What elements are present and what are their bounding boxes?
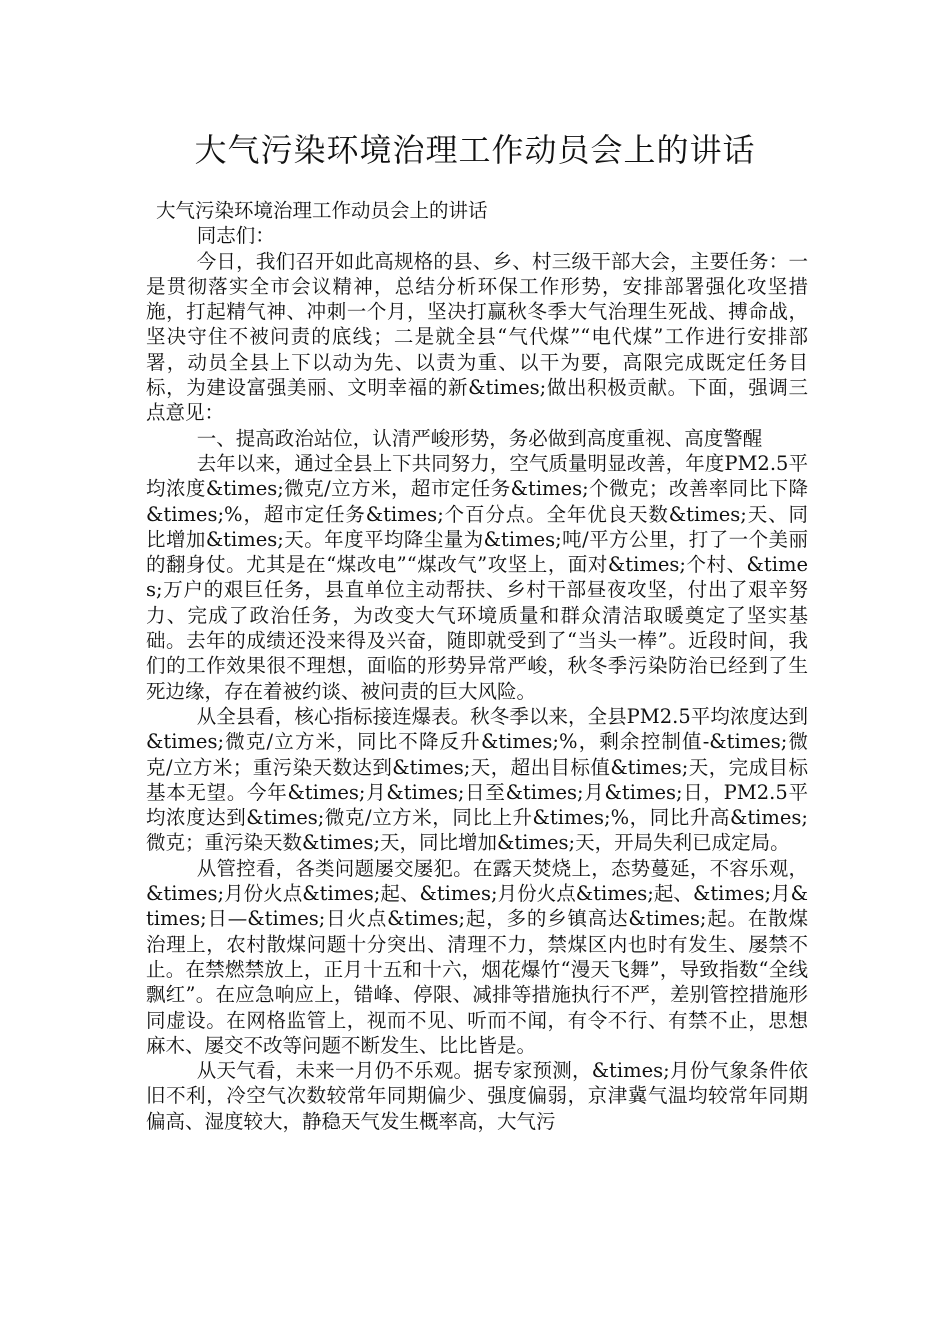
paragraph: 从天气看，未来一月仍不乐观。据专家预测，&times;月份气象条件依旧不利，冷空气次数较常年同期偏少、强度偏弱，京津冀气温均较常年同期偏高、湿度较大，静稳天气发生概率高，大气污 <box>146 1059 808 1133</box>
paragraph: 从管控看，各类问题屡交屡犯。在露天焚烧上，态势蔓延，不容乐观，&times;月份火点&times;起、&times;月份火点&times;起、&times;月&times;日—&times;日火点&times;起，多的乡镇高达&times;起。在散煤治理上，农村散煤问题十分突出、清理不力，禁煤区内也时有发生、屡禁不止。在禁燃禁放上，正月十五和十六，烟花爆竹“漫天飞舞”，导致指数“全线飘红”。在应急响应上，错峰、停限、减排等措施执行不严，差别管控措施形同虚设。在网格监管上，视而不见、听而不闻，有令不行、有禁不止，思想麻木、屡交不改等问题不断发生、比比皆是。 <box>146 856 808 1057</box>
paragraph-greeting: 同志们： <box>196 224 275 248</box>
document-title: 大气污染环境治理工作动员会上的讲话 <box>194 131 756 169</box>
paragraph: 去年以来，通过全县上下共同努力，空气质量明显改善，年度PM2.5平均浓度&times;微克/立方米，超市定任务&times;个微克；改善率同比下降&times;%，超市定任务&times;个百分点。全年优良天数&times;天、同比增加&times;天。年度平均降尘量为&times;吨/平方公里，打了一个美丽的翻身仗。尤其是在“煤改电”“煤改气”攻坚上，面对&times;个村、&times;万户的艰巨任务，县直单位主动帮扶、乡村干部昼夜攻坚，付出了艰辛努力、完成了政治任务，为改变大气环境质量和群众清洁取暖奠定了坚实基础。去年的成绩还没来得及兴奋，随即就受到了“当头一棒”。近段时间，我们的工作效果很不理想，面临的形势异常严峻，秋冬季污染防治已经到了生死边缘，存在着被约谈、被问责的巨大风险。 <box>146 451 808 703</box>
paragraph: 今日，我们召开如此高规格的县、乡、村三级干部大会，主要任务：一是贯彻落实全市会议精神，总结分析环保工作形势，安排部署强化攻坚措施，打起精气神、冲刺一个月，坚决打赢秋冬季大气治理生死战、搏命战，坚决守住不被问责的底线；二是就全县“气代煤”“电代煤”工作进行安排部署，动员全县上下以动为先、以责为重、以干为要，高限完成既定任务目标，为建设富强美丽、文明幸福的新&times;做出积极贡献。下面，强调三点意见： <box>146 249 808 425</box>
section-heading: 一、提高政治站位，认清严峻形势，务必做到高度重视、高度警醒 <box>196 426 763 450</box>
paragraph: 从全县看，核心指标接连爆表。秋冬季以来，全县PM2.5平均浓度达到&times;微克/立方米，同比不降反升&times;%，剩余控制值-&times;微克/立方米；重污染天数达到&times;天，超出目标值&times;天，完成目标基本无望。今年&times;月&times;日至&times;月&times;日，PM2.5平均浓度达到&times;微克/立方米，同比上升&times;%，同比升高&times;微克；重污染天数&times;天，同比增加&times;天，开局失利已成定局。 <box>146 704 808 855</box>
paragraph-subtitle: 大气污染环境治理工作动员会上的讲话 <box>156 199 488 222</box>
document-body <box>146 198 808 1134</box>
